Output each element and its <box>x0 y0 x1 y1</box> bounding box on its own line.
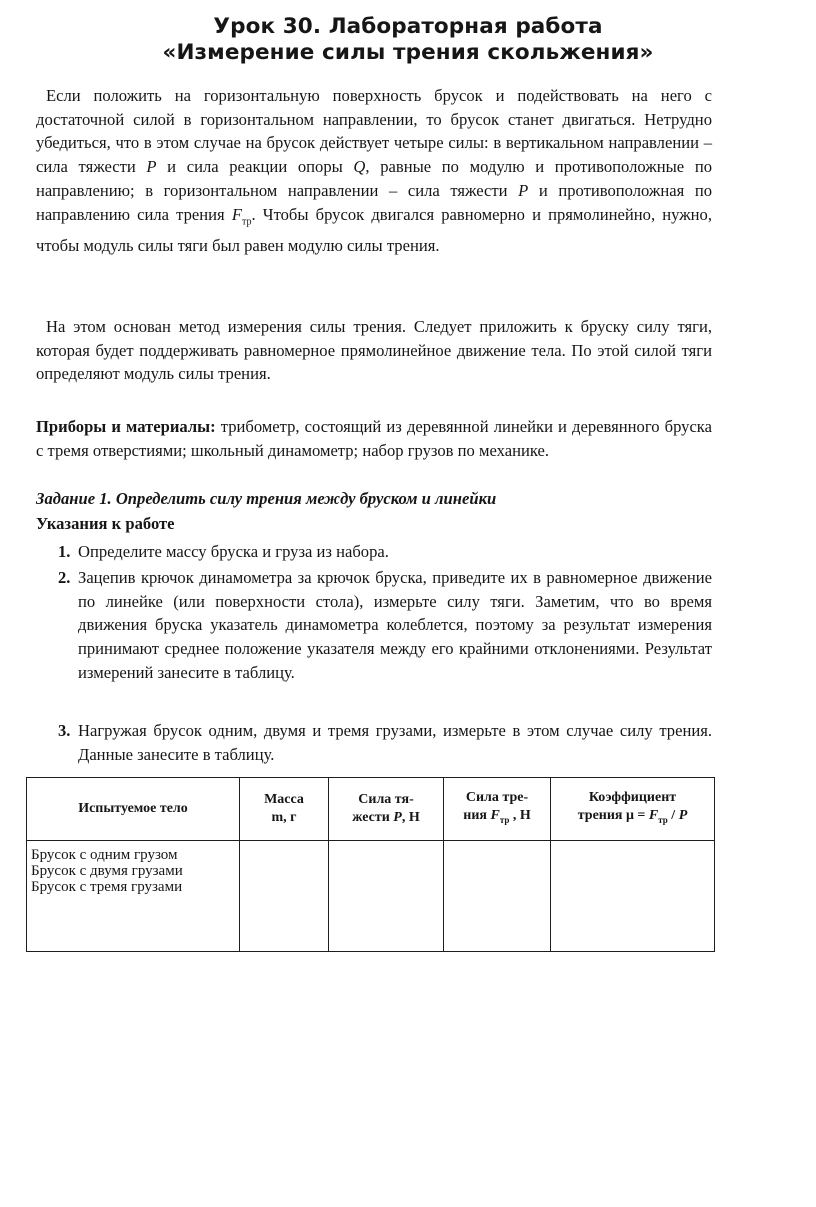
header-line <box>551 807 714 829</box>
symbol-subscript: тр <box>499 814 510 825</box>
header-line: Масса <box>264 792 304 807</box>
table-cell-friction-force[interactable] <box>444 841 551 952</box>
text-run: и противоположная по направлению сила трения <box>36 180 713 224</box>
text-run: . Чтобы брусок двигался равномерно и прямолинейно, нужно, чтобы модуль силы тяги был равен модулю силы трения. <box>36 204 712 255</box>
header-line: Сила тя- <box>358 792 414 807</box>
task-title: Задание 1. Определить силу трения между бруском и линейки <box>36 489 497 508</box>
step-number: 3. <box>58 721 71 740</box>
list-item: Брусок с двумя грузами <box>31 863 183 879</box>
symbol-p: P <box>518 180 529 200</box>
symbol-f: F <box>490 808 500 824</box>
header-gravity <box>329 778 444 841</box>
table-cell-mass[interactable] <box>240 841 329 952</box>
symbol-p: P <box>678 808 688 824</box>
text-run: / <box>667 808 679 824</box>
header-tested-body: Испытуемое тело <box>27 778 240 841</box>
header-line: Сила тре- <box>465 790 529 806</box>
table-cell-friction-coefficient[interactable] <box>551 841 715 952</box>
text-run: жести <box>352 810 394 825</box>
materials-text: трибометр, состоящий из деревянной линейки и деревянного бруска с тремя отверстиями; школьный динамометр; набор грузов по механике. <box>36 417 712 460</box>
header-line <box>329 809 443 827</box>
materials-paragraph <box>36 415 712 462</box>
text-run: трения μ = <box>577 808 649 824</box>
lesson-title: Урок 30. Лабораторная работа <box>213 14 603 39</box>
step-item <box>58 719 712 766</box>
text-run: , равные по модулю и противоположные по направлению; в горизонтальном направлении – сила тяжести <box>36 157 712 200</box>
text-run: , Н <box>509 808 531 824</box>
header-line: m, г <box>271 810 297 825</box>
results-table <box>26 777 715 952</box>
symbol-q: Q <box>353 157 366 177</box>
text-run: , Н <box>401 810 420 825</box>
header-mass <box>240 778 329 841</box>
list-item: Брусок с тремя грузами <box>31 879 183 895</box>
symbol-f: F <box>231 204 242 224</box>
symbol-p: P <box>393 810 402 825</box>
header-line: Коэффициент <box>588 790 677 806</box>
guide-heading: Указания к работе <box>36 514 175 533</box>
text-run: ния <box>463 808 491 824</box>
materials-label: Приборы и материалы: <box>36 417 216 436</box>
step-text: Зацепив крючок динамометра за крючок бруска, приведите их в равномерное движение по линейке (или поверхности стола), измерьте силу тяги. Заметим, что во время движения бруска указатель динамометра колеблется, поэтому за результат измерения принимают среднее положение указателя между его крайними отклонениями. Результат измерений занесите в таблицу. <box>78 568 712 682</box>
symbol-f: F <box>648 808 659 824</box>
header-line <box>444 807 550 829</box>
table-cell-bodies <box>27 841 240 952</box>
text-run: Если положить на горизонтальную поверхность брусок и подействовать на него с достаточной силой в горизонтальном направлении, то брусок станет двигаться. Нетрудно убедиться, что в этом случае на брусок действует четыре силы: в вертикальном направлении – сила тяжести <box>36 86 712 177</box>
table-header-row <box>27 778 715 841</box>
step-text: Нагружая брусок одним, двумя и тремя грузами, измерьте в этом случае силу трения. Данные занесите в таблицу. <box>78 721 712 764</box>
table-cell-gravity[interactable] <box>329 841 444 952</box>
list-item: Брусок с одним грузом <box>31 847 178 863</box>
symbol-p: P <box>146 157 157 177</box>
symbol-subscript: тр <box>658 814 668 825</box>
step-item <box>58 540 712 564</box>
intro-paragraph-2: На этом основан метод измерения силы трения. Следует приложить к бруску силу тяги, которая будет поддерживать равномерное прямолинейное движение тела. По этой силой тяги определяют модуль силы трения. <box>36 317 712 384</box>
header-friction-coefficient <box>551 778 715 841</box>
header-friction-force <box>444 778 551 841</box>
text-run: и сила реакции опоры <box>156 157 354 177</box>
symbol-subscript: тр <box>241 215 252 227</box>
step-text: Определите массу бруска и груза из набора. <box>78 542 389 561</box>
step-item <box>58 566 712 685</box>
step-number: 1. <box>58 542 71 561</box>
step-number: 2. <box>58 568 71 587</box>
intro-paragraph-1 <box>36 84 712 257</box>
table-row <box>27 841 715 952</box>
lab-work-title: «Измерение силы трения скольжения» <box>162 40 654 65</box>
